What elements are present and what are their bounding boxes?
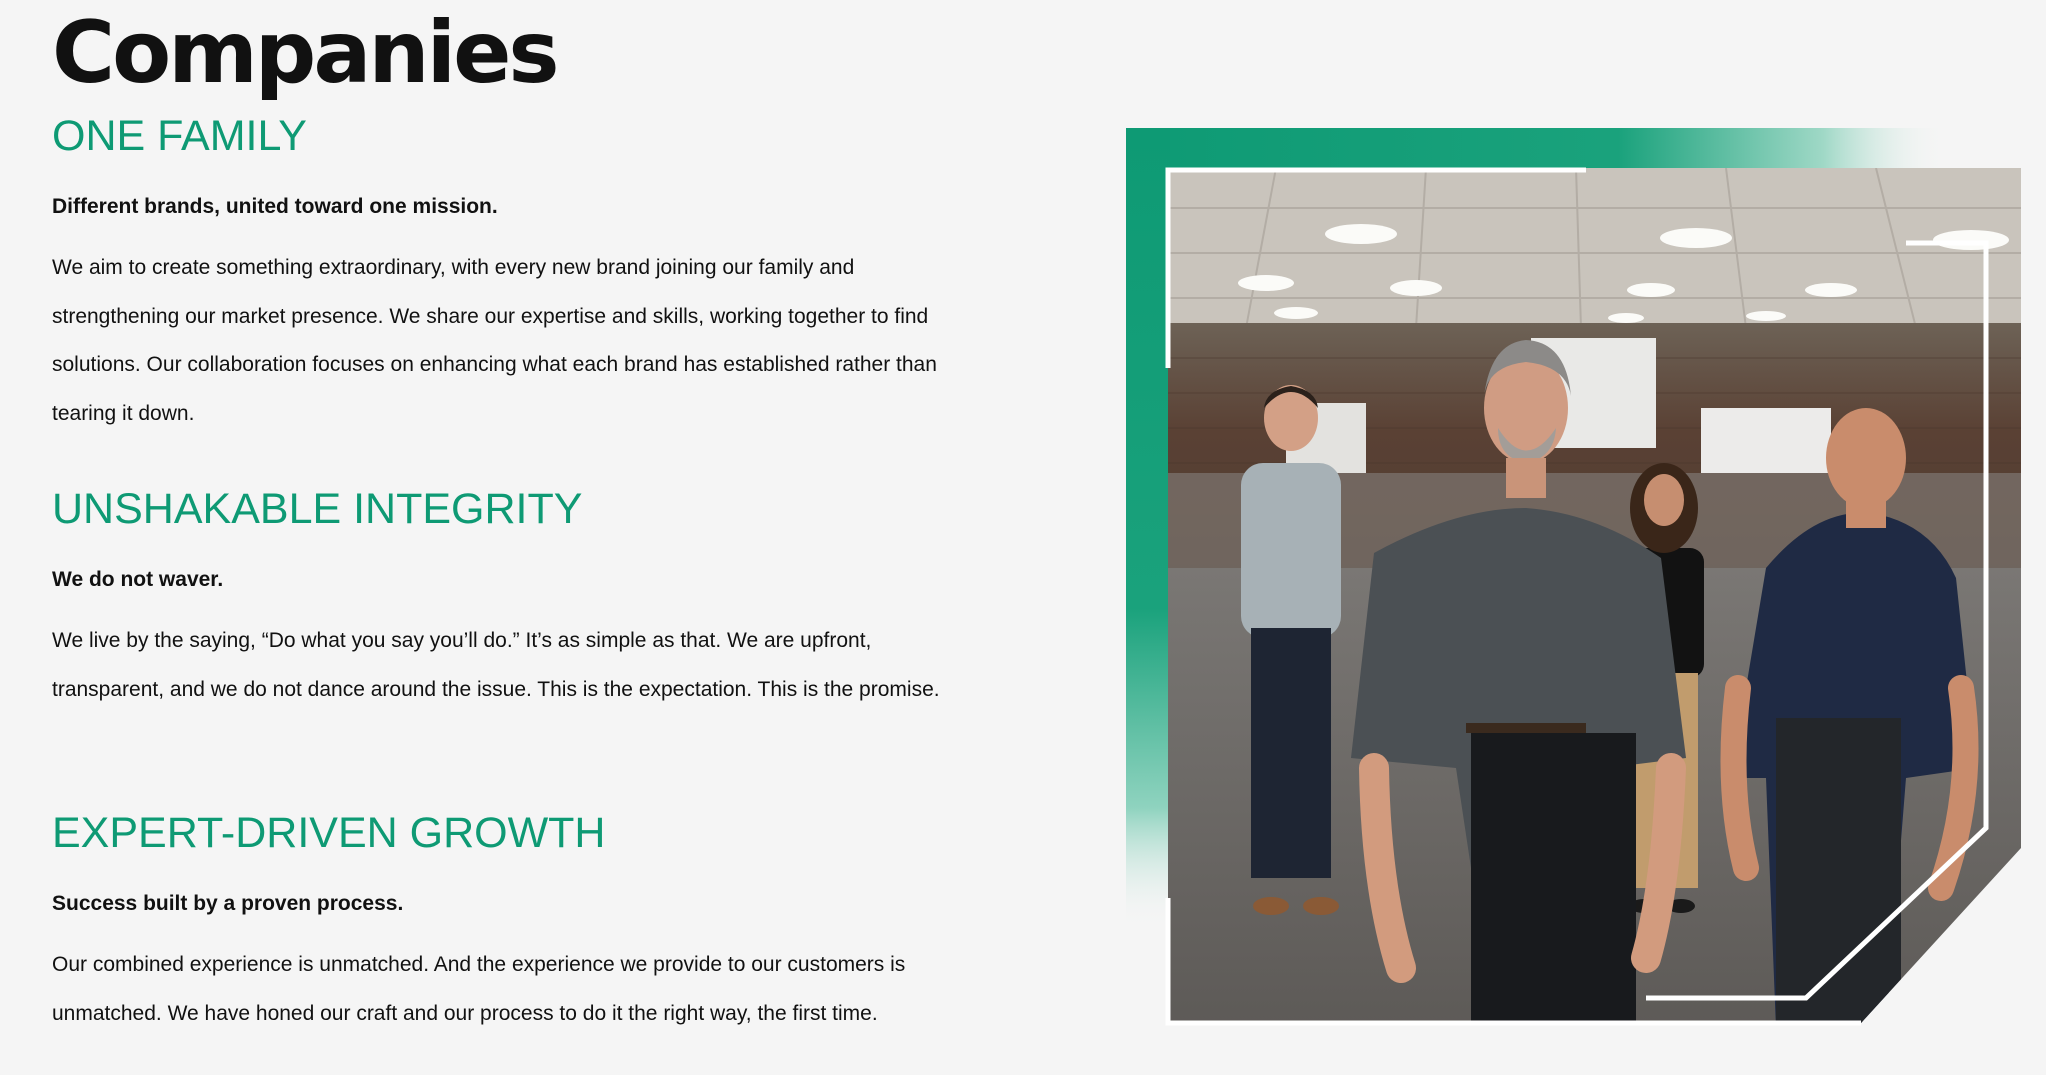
section-unshakable-integrity (52, 485, 952, 714)
section-heading: ONE FAMILY (52, 112, 307, 160)
section-one-family (52, 112, 952, 438)
section-heading: UNSHAKABLE INTEGRITY (52, 485, 583, 533)
section-body: We live by the saying, “Do what you say you’ll do.” It’s as simple as that. We are upfront, transparent, and we do not dance around the issue. This is the expectation. This is the promise. (52, 629, 940, 701)
section-expert-driven-growth (52, 809, 952, 1038)
section-body: We aim to create something extraordinary, with every new brand joining our family and strengthening our market presence. We share our expertise and skills, working together to find solutions. Our collaboration focuses on enhancing what each brand has established rather than tearing it down. (52, 256, 937, 425)
section-tagline: Different brands, united toward one mission. (52, 195, 498, 218)
page-title: Companies (52, 3, 557, 103)
team-photo (1126, 128, 2046, 1028)
team-photo-figure (1126, 128, 2046, 1028)
section-body: Our combined experience is unmatched. And the experience we provide to our customers is unmatched. We have honed our craft and our process to do it the right way, the first time. (52, 953, 906, 1025)
section-heading: EXPERT-DRIVEN GROWTH (52, 809, 606, 857)
person-left (1241, 385, 1341, 915)
section-tagline: Success built by a proven process. (52, 892, 404, 915)
section-tagline: We do not waver. (52, 568, 224, 591)
